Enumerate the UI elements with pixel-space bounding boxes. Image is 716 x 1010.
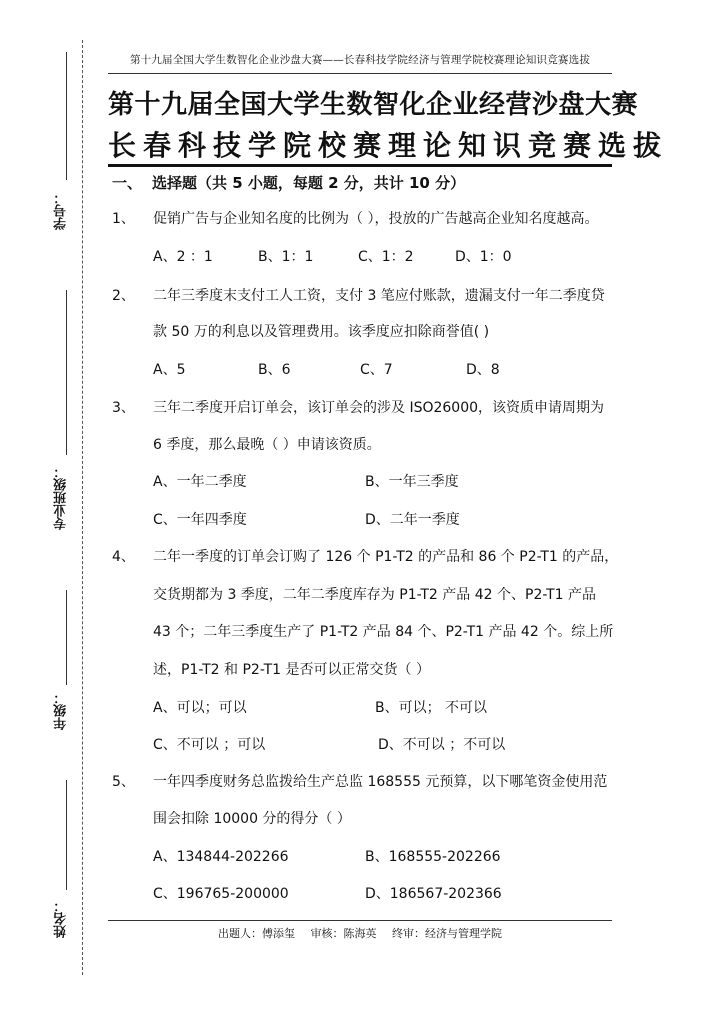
question-text: 交货期都为 3 季度，二年二季度库存为 P1-T2 产品 42 个、P2-T1 产品 (153, 587, 597, 603)
option-d: D、8 (466, 362, 500, 378)
question-text: 一年四季度财务总监拨给生产总监 168555 元预算，以下哪笔资金使用范 (153, 774, 608, 790)
question-text: 二年一季度的订单会订购了 126 个 P1-T2 的产品和 86 个 P2-T1 的产品， (153, 549, 619, 565)
option-c: C、7 (360, 362, 393, 378)
question-number: 4、 (112, 549, 135, 565)
student-id-label: 学号： (54, 191, 69, 230)
name-blank (66, 780, 67, 890)
question-number: 2、 (112, 288, 135, 304)
option-a: A、可以；可以 (153, 700, 247, 716)
option-a: A、5 (153, 362, 186, 378)
option-b: B、一年三季度 (365, 474, 459, 490)
option-a: A、134844-202266 (153, 849, 289, 865)
option-d: D、1：0 (455, 249, 512, 265)
name-label: 姓名： (54, 899, 69, 938)
grade-blank (66, 590, 67, 685)
option-c: C、不可以 ；可以 (153, 737, 266, 753)
option-d: D、不可以 ；不可以 (378, 737, 506, 753)
binding-dashed-line (82, 40, 83, 975)
question-text: 43 个；二年三季度生产了 P1-T2 产品 84 个、P2-T1 产品 42 个。综上所 (153, 624, 614, 640)
question-number: 3、 (112, 400, 135, 416)
option-d: D、186567-202366 (365, 886, 502, 902)
question-number: 1、 (112, 211, 135, 227)
question-text: 围会扣除 10000 分的得分（ ） (153, 811, 351, 827)
running-title: 第十九届全国大学生数智化企业沙盘大赛——长春科技学院经济与管理学院校赛理论知识竞赛选拔 (129, 54, 591, 66)
question-text: 促销广告与企业知名度的比例为（ ），投放的广告越高企业知名度越高。 (153, 211, 599, 227)
option-a: A、2 ：1 (153, 249, 213, 265)
option-b: B、1：1 (258, 249, 314, 265)
question-text: 款 50 万的利息以及管理费用。该季度应扣除商誉值( ) (153, 324, 490, 340)
question-number: 5、 (112, 774, 135, 790)
title-rule (108, 164, 612, 167)
header-rule (108, 73, 612, 74)
option-b: B、可以； 不可以 (375, 700, 488, 716)
question-text: 三年二季度开启订单会，该订单会的涉及 ISO26000，该资质申请周期为 (153, 400, 605, 416)
question-text: 二年三季度末支付工人工资，支付 3 笔应付账款，遗漏支付一年二季度贷 (153, 288, 605, 304)
option-b: B、168555-202266 (365, 849, 501, 865)
footer (108, 925, 612, 941)
grade-label: 年级： (54, 691, 69, 730)
footer-author: 出题人：傅添玺 (218, 927, 295, 940)
page-title-line2: 长春科技学院校赛理论知识竞赛选拔 (108, 129, 669, 162)
section-heading (112, 172, 465, 193)
option-c: C、1：2 (358, 249, 414, 265)
footer-reviewer: 审核：陈海英 (310, 927, 377, 940)
option-b: B、6 (258, 362, 291, 378)
option-d: D、二年一季度 (365, 512, 460, 528)
option-a: A、一年二季度 (153, 474, 247, 490)
question-text: 述，P1-T2 和 P2-T1 是否可以正常交货（ ） (153, 662, 430, 678)
major-class-blank (66, 290, 67, 455)
question-text: 6 季度，那么最晚（ ）申请该资质。 (153, 437, 381, 453)
option-c: C、196765-200000 (153, 886, 289, 902)
section-title: 选择题（共 5 小题，每题 2 分，共计 10 分） (152, 174, 466, 192)
major-class-label: 专业班级： (54, 465, 69, 530)
footer-rule (108, 920, 612, 921)
section-number: 一、 (112, 174, 143, 192)
page-title-line1: 第十九届全国大学生数智化企业经营沙盘大赛 (108, 90, 639, 120)
student-id-blank (66, 52, 67, 180)
footer-final-reviewer: 终审：经济与管理学院 (392, 927, 502, 940)
option-c: C、一年四季度 (153, 512, 247, 528)
